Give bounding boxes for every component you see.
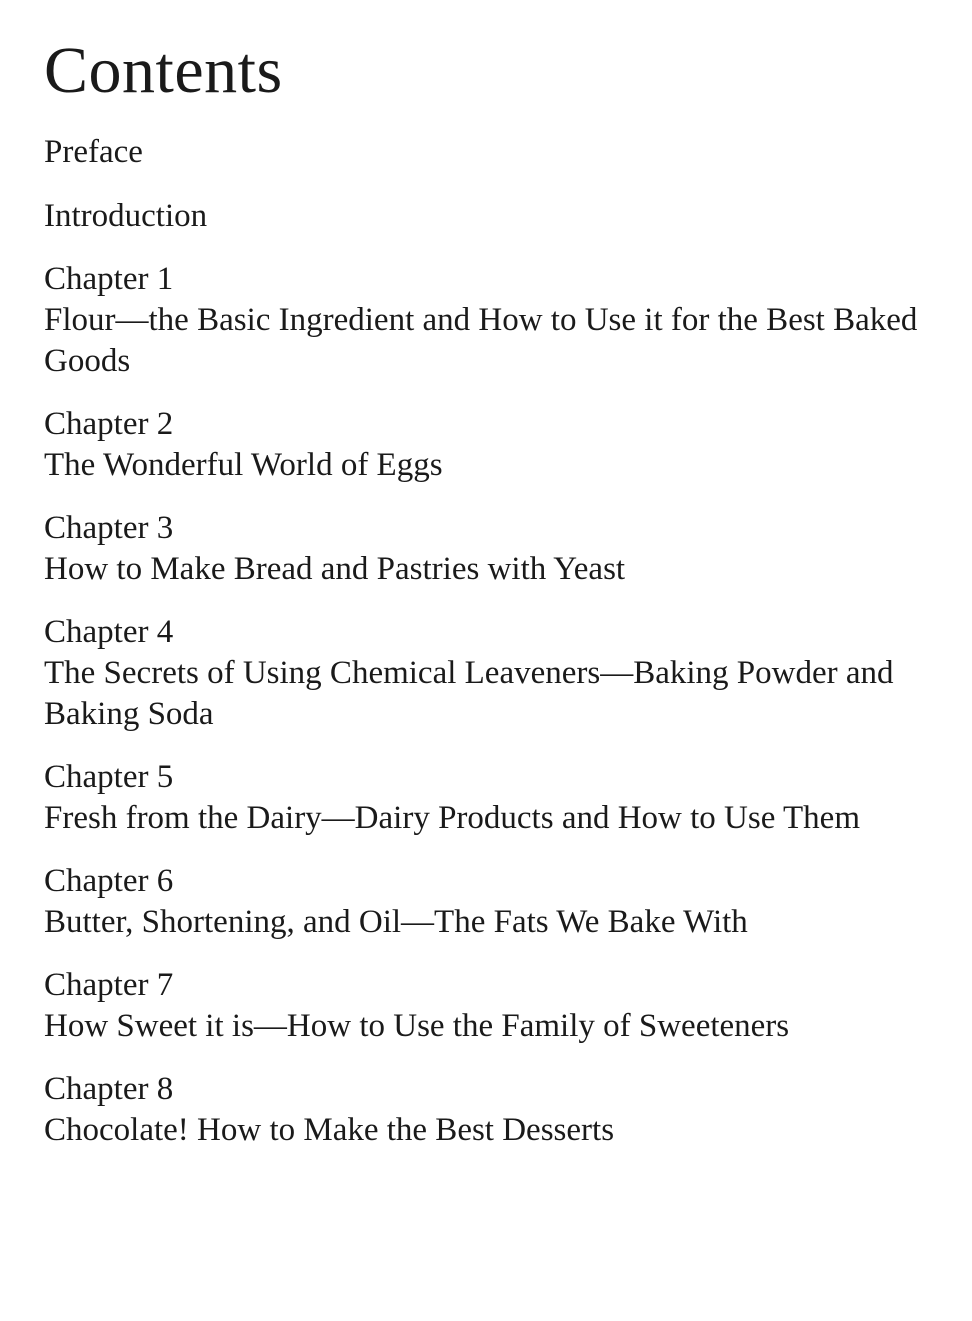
toc-item-preface[interactable] <box>44 132 944 173</box>
chapter-title: How Sweet it is—How to Use the Family of Sweeteners <box>44 1008 790 1044</box>
chapter-title: Butter, Shortening, and Oil—The Fats We Bake With <box>44 904 748 940</box>
chapter-title: How to Make Bread and Pastries with Yeast <box>44 551 626 587</box>
toc-item-chapter-3[interactable] <box>44 508 944 590</box>
page-title: Contents <box>44 34 283 107</box>
chapter-title: The Wonderful World of Eggs <box>44 447 443 483</box>
toc-item-chapter-6[interactable] <box>44 861 944 943</box>
chapter-number: Chapter 1 <box>44 261 174 297</box>
toc-item-chapter-4[interactable] <box>44 612 944 735</box>
chapter-number: Chapter 6 <box>44 863 174 899</box>
table-of-contents <box>44 132 944 1151</box>
chapter-number: Chapter 3 <box>44 510 174 546</box>
chapter-number: Chapter 7 <box>44 967 174 1003</box>
contents-page <box>44 0 944 1151</box>
toc-item-label: Preface <box>44 134 143 170</box>
chapter-number: Chapter 8 <box>44 1071 174 1107</box>
chapter-number: Chapter 5 <box>44 759 174 795</box>
toc-item-introduction[interactable] <box>44 196 944 237</box>
toc-item-chapter-5[interactable] <box>44 757 944 839</box>
toc-item-chapter-2[interactable] <box>44 404 944 486</box>
toc-item-label: Introduction <box>44 198 208 234</box>
chapter-title: Flour—the Basic Ingredient and How to Use it for the Best Baked Goods <box>44 302 918 379</box>
chapter-title: The Secrets of Using Chemical Leaveners—Baking Powder and Baking Soda <box>44 655 894 732</box>
chapter-title: Fresh from the Dairy—Dairy Products and How to Use Them <box>44 800 860 836</box>
chapter-number: Chapter 4 <box>44 614 174 650</box>
toc-item-chapter-8[interactable] <box>44 1069 944 1151</box>
chapter-title: Chocolate! How to Make the Best Desserts <box>44 1112 615 1148</box>
toc-item-chapter-7[interactable] <box>44 965 944 1047</box>
toc-item-chapter-1[interactable] <box>44 259 944 382</box>
chapter-number: Chapter 2 <box>44 406 174 442</box>
